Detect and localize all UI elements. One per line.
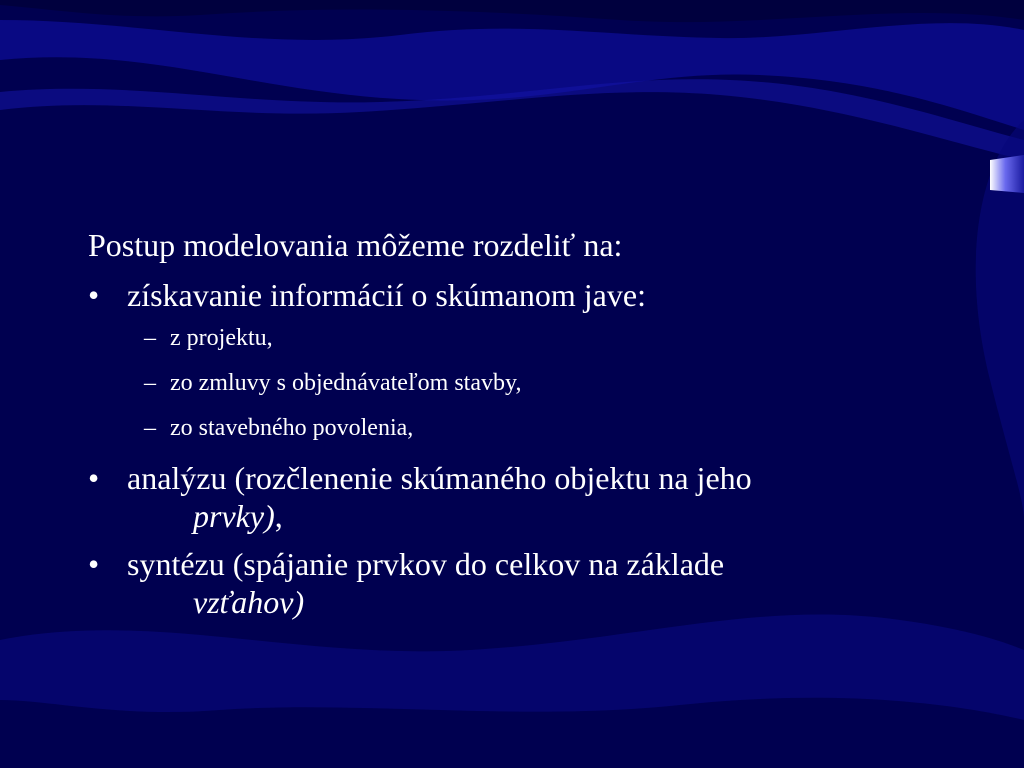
sub-item-text: zo zmluvy s objednávateľom stavby,: [170, 370, 522, 396]
gradient-tab: [990, 155, 1024, 193]
italic-text: vzťahov): [193, 584, 305, 620]
bullet-icon: •: [88, 546, 100, 582]
bullet-item-2: [88, 459, 968, 535]
slide-content: [88, 226, 968, 631]
bullet-text: získavanie informácií o skúmanom jave:: [127, 277, 646, 313]
bullet-continuation: [127, 583, 968, 621]
bullet-icon: •: [88, 277, 100, 313]
bullet-icon: •: [88, 460, 100, 496]
sub-item-text: zo stavebného povolenia,: [170, 415, 414, 441]
sub-item-2: [88, 369, 968, 397]
bullet-text: syntézu (spájanie prvkov do celkov na základe: [127, 546, 725, 582]
trailing-text: ,: [274, 498, 283, 534]
sub-item-1: [88, 324, 968, 352]
dash-icon: –: [144, 415, 156, 441]
bullet-item-3: [88, 545, 968, 621]
dash-icon: –: [144, 325, 156, 351]
bullet-text: analýzu (rozčlenenie skúmaného objektu na jeho: [127, 460, 752, 496]
bullet-item-1: [88, 276, 968, 314]
dash-icon: –: [144, 370, 156, 396]
sub-item-text: z projektu,: [170, 325, 273, 351]
italic-text: prvky): [193, 498, 275, 534]
sub-item-3: [88, 414, 968, 442]
intro-text: Postup modelovania môžeme rozdeliť na:: [88, 227, 623, 263]
bullet-continuation: [127, 497, 968, 535]
